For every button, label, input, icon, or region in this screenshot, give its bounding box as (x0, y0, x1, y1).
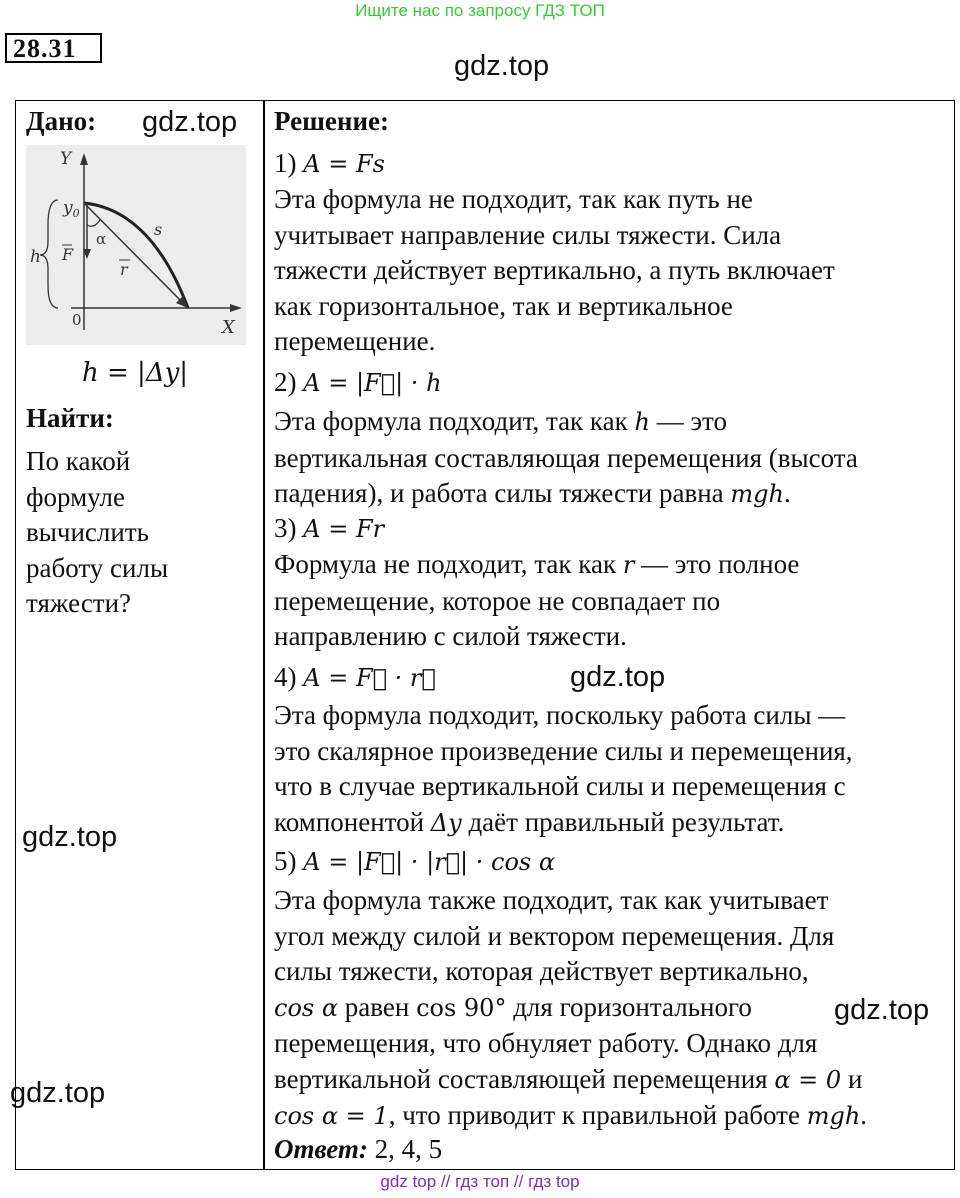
find-label: Найти: (26, 403, 114, 433)
formula-3: 3) A = Fr (274, 513, 385, 543)
alpha-label: α (96, 230, 107, 248)
problem-number: 28.31 (5, 33, 102, 63)
footer-links[interactable]: gdz top // гдз топ // гдз top (380, 1172, 580, 1191)
axis-x-label: X (222, 317, 235, 338)
formula-4: 4) A = F⃗ · r⃗ (274, 662, 436, 692)
watermark: gdz.top (834, 994, 930, 1026)
explanation-5: Эта формула также подходит, так как учитывает угол между силой и вектором перемещения. Для силы тяжести, которая действует вертикально, cos α равен cos 90° для горизонтального перемещения, что обнуляет работу. Однако для вертикальной составляющей перемещения α = 0 и cos α = 1, что приводит к правильной работе mgh. (274, 885, 868, 1130)
watermark: gdz.top (454, 50, 550, 82)
answer: Ответ: 2, 4, 5 (274, 1134, 443, 1164)
watermark: gdz.top (22, 821, 118, 853)
s-label: s (154, 220, 163, 239)
watermark: gdz.top (142, 106, 238, 138)
axis-y-label: Y (60, 149, 72, 169)
formula-2: 2) A = |F⃗| · h (274, 367, 442, 397)
figure-background (26, 145, 246, 345)
explanation-2: Эта формула подходит, так как h — это вертикальная составляющая перемещения (высота падения), и работа силы тяжести равна mgh. (274, 406, 858, 508)
explanation-1: Эта формула не подходит, так как путь не учитывает направление силы тяжести. Сила тяжести действует вертикально, а путь включает как горизонтальное, так и вертикальное перемещение. (274, 184, 835, 356)
trajectory-figure (26, 145, 246, 345)
top-banner-link[interactable]: Ищите нас по запросу ГДЗ ТОП (355, 1, 605, 20)
given-label: Дано: (26, 106, 97, 136)
y0-label: $y_0$ (63, 198, 80, 220)
force-label: F (62, 245, 74, 264)
formula-5: 5) A = |F⃗| · |r⃗| · cos α (274, 846, 556, 876)
solution-label: Решение: (274, 106, 389, 136)
origin-label: 0 (72, 311, 82, 329)
watermark: gdz.top (10, 1077, 106, 1109)
find-question: По какой формуле вычислить работу силы тяжести? (26, 446, 169, 618)
column-divider (263, 100, 265, 1170)
h-label: h (30, 247, 41, 267)
watermark: gdz.top (570, 661, 666, 693)
given-formula: h = |Δy| (82, 358, 189, 388)
explanation-3: Формула не подходит, так как r — это полное перемещение, которое не совпадает по направлению с силой тяжести. (274, 549, 800, 651)
r-label: r (120, 260, 128, 279)
formula-1: 1) A = Fs (274, 148, 385, 178)
explanation-4: Эта формула подходит, поскольку работа силы — это скалярное произведение силы и перемещения, что в случае вертикальной силы и перемещения с компонентой Δy даёт правильный результат. (274, 700, 853, 837)
